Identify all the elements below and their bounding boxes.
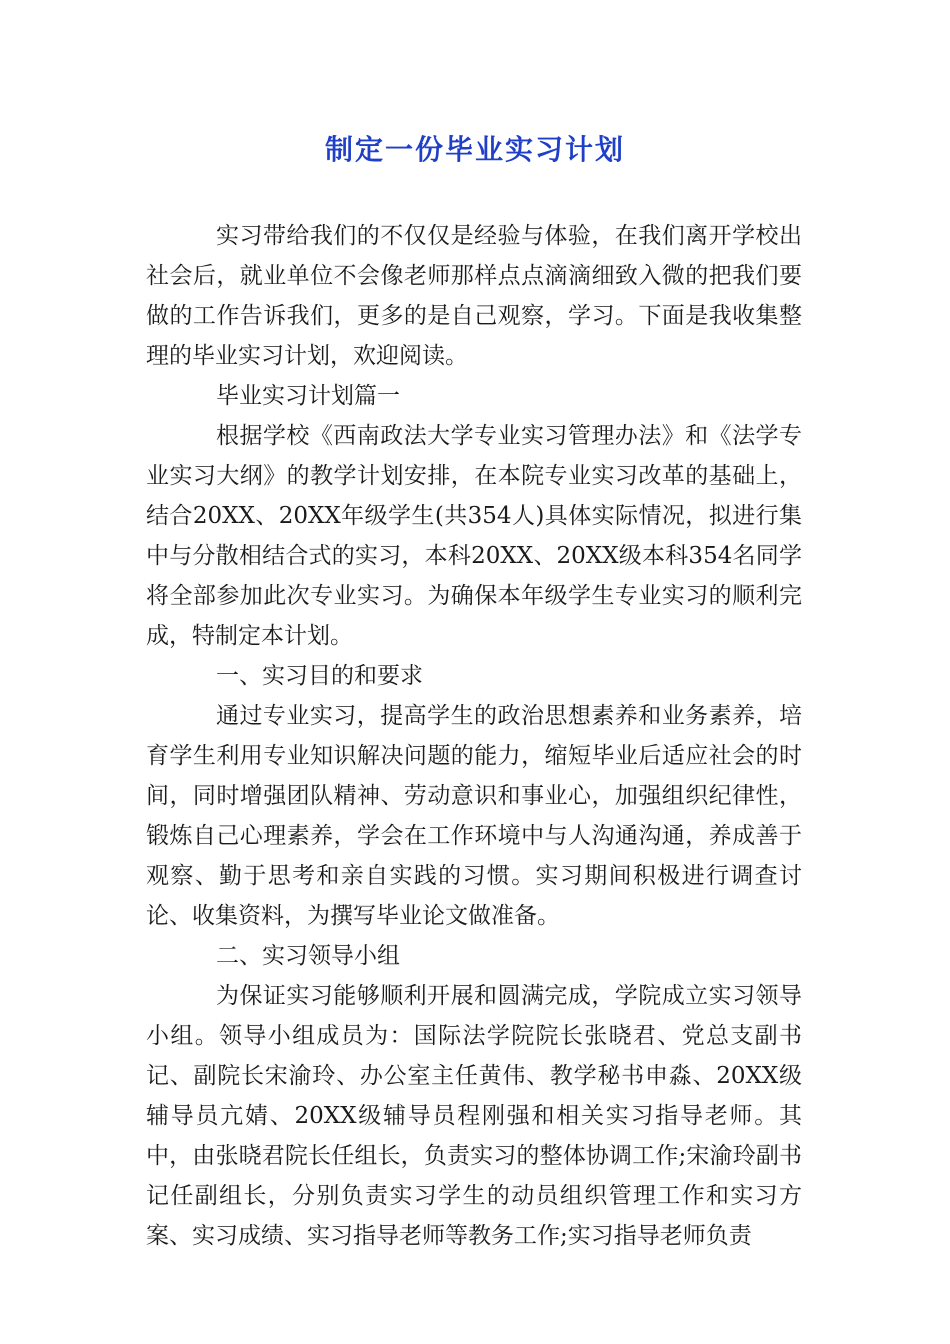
section-heading-goals: 一、实习目的和要求 <box>216 663 423 689</box>
document-body <box>146 216 802 1256</box>
section-heading-leadership: 二、实习领导小组 <box>216 943 400 969</box>
intro-paragraph: 实习带给我们的不仅仅是经验与体验，在我们离开学校出社会后，就业单位不会像老师那样点点滴滴细致入微的把我们要做的工作告诉我们，更多的是自己观察，学习。下面是我收集整理的毕业实习计划，欢迎阅读。 <box>146 223 802 369</box>
leadership-paragraph: 为保证实习能够顺利开展和圆满完成，学院成立实习领导小组。领导小组成员为：国际法学院院长张晓君、党总支副书记、副院长宋渝玲、办公室主任黄伟、教学秘书申淼、20XX级辅导员亢婧、20XX级辅导员程刚强和相关实习指导老师。其中，由张晓君院长任组长，负责实习的整体协调工作;宋渝玲副书记任副组长，分别负责实习学生的动员组织管理工作和实习方案、实习成绩、实习指导老师等教务工作;实习指导老师负责 <box>146 983 802 1249</box>
goals-paragraph: 通过专业实习，提高学生的政治思想素养和业务素养，培育学生利用专业知识解决问题的能力，缩短毕业后适应社会的时间，同时增强团队精神、劳动意识和事业心，加强组织纪律性，锻炼自己心理素养，学会在工作环境中与人沟通沟通，养成善于观察、勤于思考和亲自实践的习惯。实习期间积极进行调查讨论、收集资料，为撰写毕业论文做准备。 <box>146 703 802 929</box>
background-paragraph: 根据学校《西南政法大学专业实习管理办法》和《法学专业实习大纲》的教学计划安排，在本院专业实习改革的基础上，结合20XX、20XX年级学生(共354人)具体实际情况，拟进行集中与分散相结合式的实习，本科20XX、20XX级本科354名同学将全部参加此次专业实习。为确保本年级学生专业实习的顺利完成，特制定本计划。 <box>146 423 802 649</box>
document-title: 制定一份毕业实习计划 <box>324 133 625 166</box>
section-heading-plan-one: 毕业实习计划篇一 <box>216 383 400 409</box>
